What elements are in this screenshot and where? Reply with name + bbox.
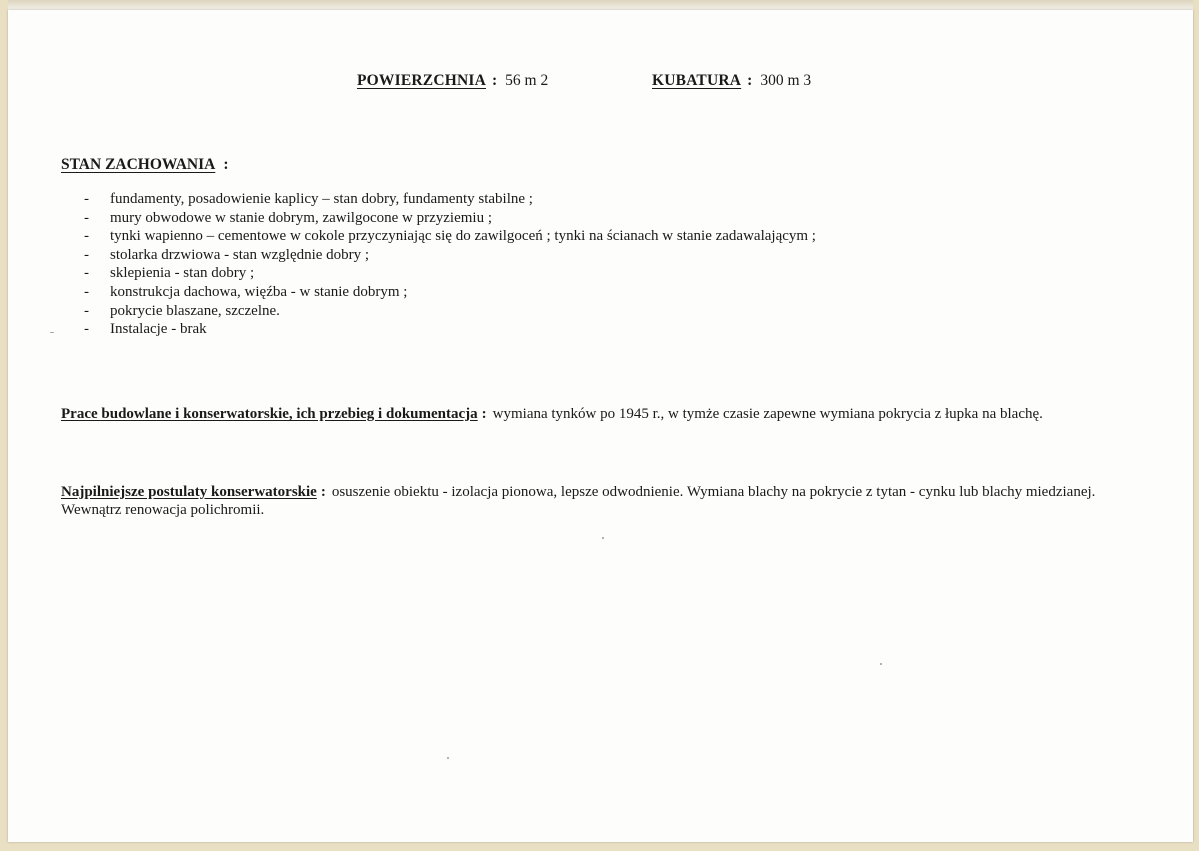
area-value: 56 m 2 <box>505 72 549 89</box>
volume-colon: : <box>747 72 753 89</box>
condition-item: - mury obwodowe w stanie dobrym, zawilgocone w przyziemiu ; <box>84 209 816 228</box>
paper-speck <box>50 332 54 333</box>
condition-title: STAN ZACHOWANIA <box>61 156 216 173</box>
condition-item: - fundamenty, posadowienie kaplicy – stan dobry, fundamenty stabilne ; <box>84 190 816 209</box>
area-label: POWIERZCHNIA <box>357 72 486 89</box>
area-field <box>357 72 548 90</box>
works-colon: : <box>481 406 487 422</box>
condition-list <box>84 190 816 339</box>
area-colon: : <box>492 72 498 89</box>
paper-speck <box>447 757 449 759</box>
condition-item: - tynki wapienno – cementowe w cokole przyczyniając się do zawilgoceń ; tynki na ścianach w stanie zadawalającym ; <box>84 227 816 246</box>
document-page <box>8 10 1193 842</box>
page-top-edge <box>8 0 1193 10</box>
works-label: Prace budowlane i konserwatorskie, ich przebieg i dokumentacja <box>61 406 478 422</box>
volume-value: 300 m 3 <box>760 72 812 89</box>
paper-speck <box>602 537 604 539</box>
condition-colon: : <box>223 156 229 173</box>
condition-item: - pokrycie blaszane, szczelne. <box>84 302 816 321</box>
condition-item: - sklepienia - stan dobry ; <box>84 264 816 283</box>
condition-item: - stolarka drzwiowa - stan względnie dobry ; <box>84 246 816 265</box>
works-paragraph <box>61 405 1126 423</box>
postulates-text: osuszenie obiektu - izolacja pionowa, lepsze odwodnienie. Wymiana blachy na pokrycie z tytan - cynku lub blachy miedzianej. Wewnątrz renowacja polichromii. <box>61 484 1096 518</box>
works-text: wymiana tynków po 1945 r., w tymże czasie zapewne wymiana pokrycia z łupka na blachę. <box>492 406 1043 422</box>
condition-item: - Instalacje - brak <box>84 320 816 339</box>
condition-heading <box>61 156 228 174</box>
condition-item: - konstrukcja dachowa, więźba - w stanie dobrym ; <box>84 283 816 302</box>
volume-label: KUBATURA <box>652 72 742 89</box>
postulates-paragraph <box>61 483 1126 519</box>
postulates-label: Najpilniejsze postulaty konserwatorskie <box>61 484 317 500</box>
volume-field <box>652 72 811 90</box>
paper-speck <box>880 663 882 665</box>
postulates-colon: : <box>320 484 326 500</box>
